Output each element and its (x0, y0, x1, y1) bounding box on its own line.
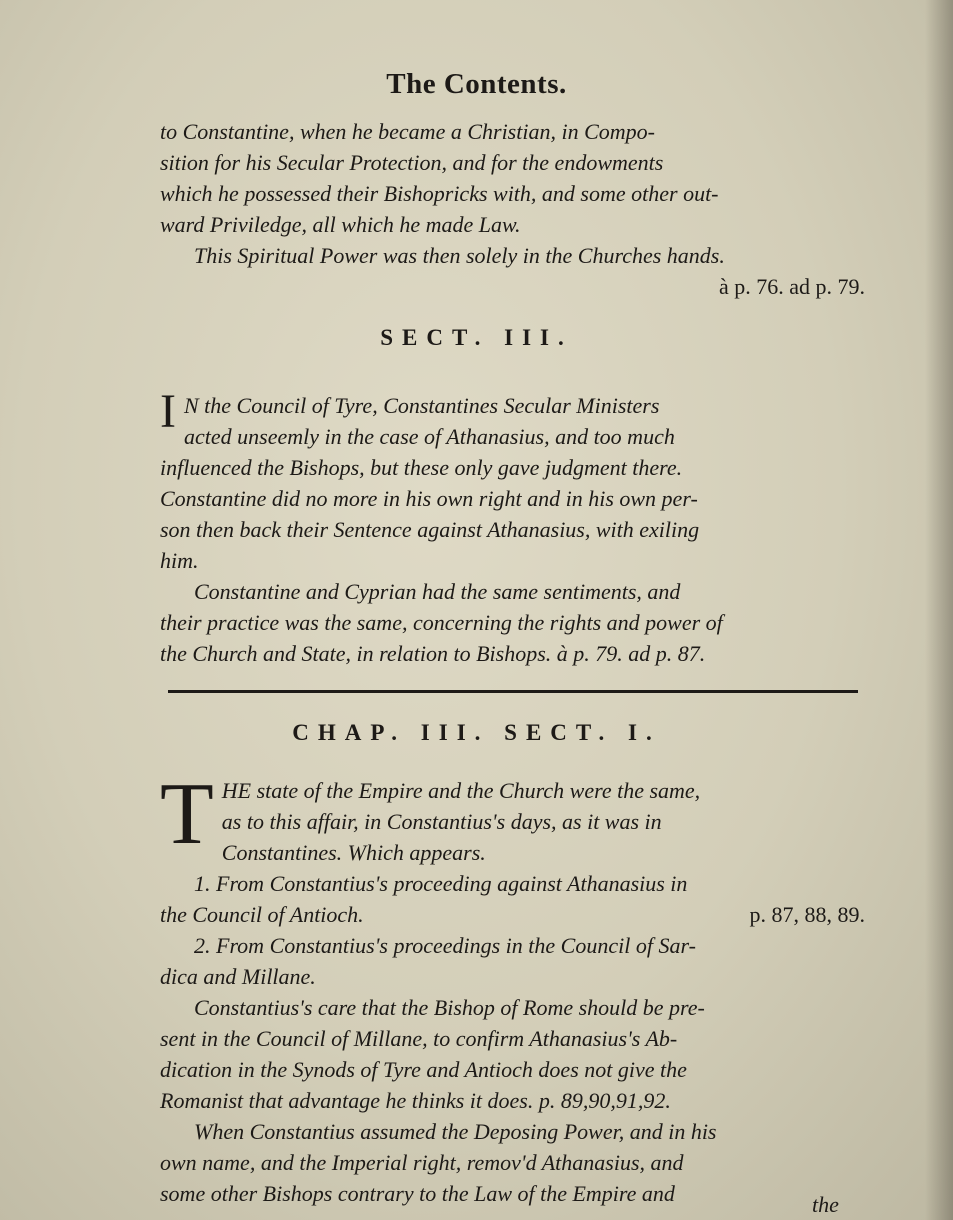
list-item-continuation (160, 899, 865, 930)
section-summary (160, 385, 865, 669)
text-line: acted unseemly in the case of Athanasius, and too much (183, 424, 675, 449)
text-line: sent in the Council of Millane, to confirm Athanasius's Ab- (160, 1026, 678, 1051)
horizontal-rule (168, 690, 858, 693)
text-line: ward Priviledge, all which he made Law. (160, 212, 521, 237)
text-line: Constantine and Cyprian had the same sentiments, and (194, 579, 681, 604)
catchword: the (812, 1192, 839, 1217)
drop-cap: T (160, 766, 214, 863)
text-line: him. (160, 548, 199, 573)
text-line: influenced the Bishops, but these only gave judgment there. (160, 455, 683, 480)
text-line: sition for his Secular Protection, and for the endowments (160, 150, 664, 175)
text-line: to Constantine, when he became a Christian, in Compo- (160, 119, 655, 144)
text-line: the Church and State, in relation to Bishops. à p. 79. ad p. 87. (160, 641, 706, 666)
page-reference: à p. 76. ad p. 79. (718, 274, 865, 299)
text-line: Romanist that advantage he thinks it does. p. 89,90,91,92. (160, 1088, 671, 1113)
text-line: dica and Millane. (160, 964, 316, 989)
text-line: N the Council of Tyre, Constantines Secular Ministers (183, 393, 660, 418)
text-line: the Council of Antioch. (160, 902, 364, 927)
chapter-summary (160, 766, 865, 1209)
continued-paragraph (160, 116, 865, 302)
text-line: Constantine did no more in his own right and in his own per- (160, 486, 698, 511)
list-item: 2. From Constantius's proceedings in the Council of Sar- (194, 933, 696, 958)
text-line: son then back their Sentence against Athanasius, with exiling (160, 517, 700, 542)
running-header: The Contents. (386, 68, 567, 100)
text-line: Constantines. Which appears. (221, 840, 486, 865)
drop-cap: I (160, 385, 176, 438)
text-line: as to this affair, in Constantius's days, as it was in (221, 809, 662, 834)
list-item: 1. From Constantius's proceeding against Athanasius in (194, 871, 688, 896)
page-edge-shadow (925, 0, 953, 1220)
text-line: dication in the Synods of Tyre and Antioch does not give the (160, 1057, 687, 1082)
section-heading: SECT. III. (380, 325, 573, 350)
page-reference: p. 87, 88, 89. (749, 902, 865, 927)
text-line: some other Bishops contrary to the Law of the Empire and (160, 1181, 675, 1206)
text-line: Constantius's care that the Bishop of Rome should be pre- (194, 995, 705, 1020)
text-line: their practice was the same, concerning the rights and power of (160, 610, 723, 635)
chapter-heading: CHAP. III. SECT. I. (292, 720, 661, 745)
text-line: When Constantius assumed the Deposing Power, and in his (194, 1119, 717, 1144)
text-line: HE state of the Empire and the Church were the same, (221, 778, 701, 803)
text-line: which he possessed their Bishopricks with, and some other out- (160, 181, 719, 206)
text-line: This Spiritual Power was then solely in the Churches hands. (194, 243, 725, 268)
text-line: own name, and the Imperial right, remov'd Athanasius, and (160, 1150, 684, 1175)
